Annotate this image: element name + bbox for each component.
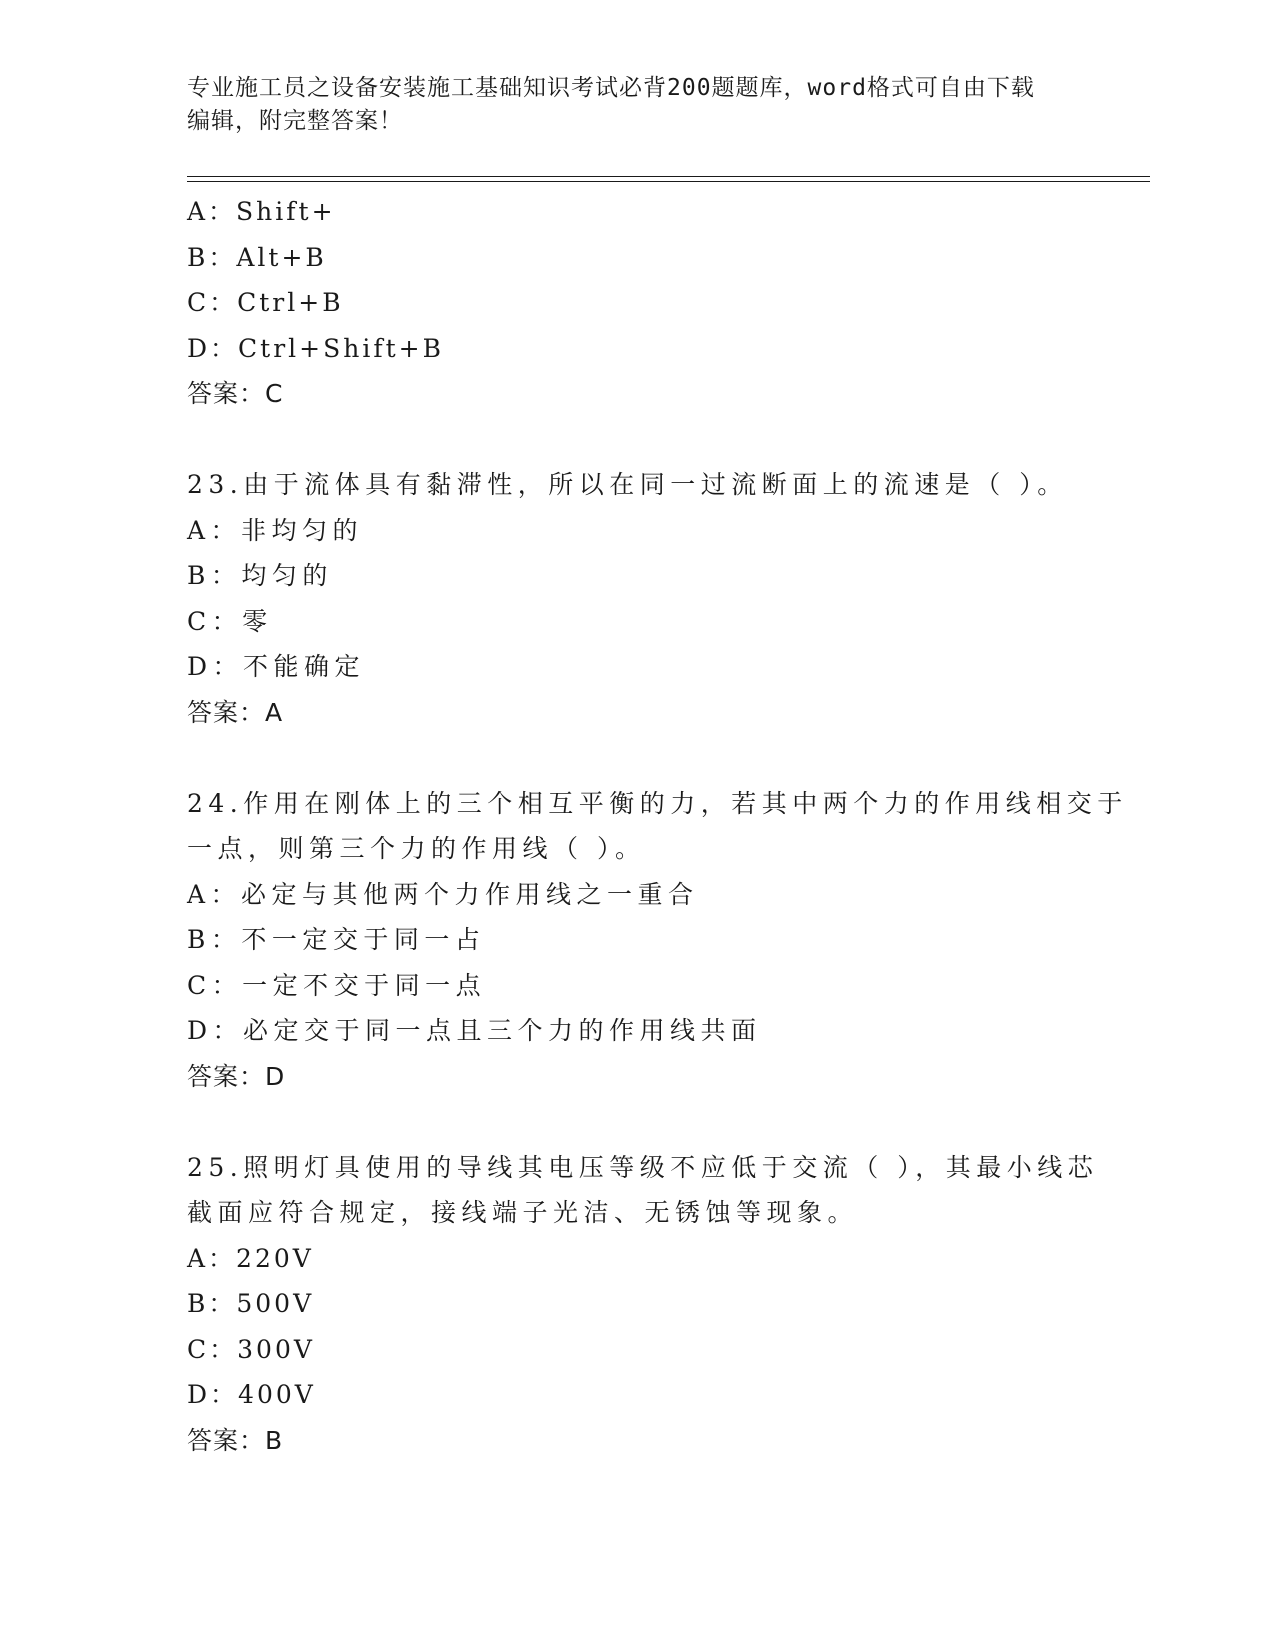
answer-line: 答案：B [187, 1425, 284, 1455]
question-text-cont: 截面应符合规定，接线端子光洁、无锈蚀等现象。 [187, 1198, 859, 1227]
title-line-2: 编辑，附完整答案！ [187, 108, 403, 134]
title-line-1: 专业施工员之设备安装施工基础知识考试必背200题题库，word格式可自由下载 [187, 75, 1035, 101]
option-b: B：不一定交于同一占 [187, 925, 486, 954]
spacer [187, 1099, 1087, 1145]
question-text: 25.照明灯具使用的导线其电压等级不应低于交流（ ），其最小线芯 [187, 1152, 1099, 1182]
question-24 [187, 781, 1128, 1100]
option-d: D：400V [187, 1380, 316, 1409]
option-c: C：零 [187, 606, 273, 636]
option-c: C：Ctrl+B [187, 288, 344, 317]
question-list [187, 189, 1128, 1463]
question-23 [187, 462, 1087, 735]
title-divider-top [187, 176, 1150, 177]
option-b: B：均匀的 [187, 561, 333, 590]
question-text: 24.作用在刚体上的三个相互平衡的力，若其中两个力的作用线相交于 [187, 788, 1128, 818]
answer-line: 答案：A [187, 697, 284, 727]
option-a: A：220V [187, 1243, 314, 1273]
option-d: D：必定交于同一点且三个力的作用线共面 [187, 1016, 762, 1045]
option-b: B：Alt+B [187, 242, 327, 272]
option-a: A：Shift+ [187, 197, 336, 226]
option-a: A：非均匀的 [187, 515, 364, 545]
option-d: D：不能确定 [187, 652, 366, 681]
option-a: A：必定与其他两个力作用线之一重合 [187, 879, 699, 909]
option-c: C：300V [187, 1334, 315, 1364]
spacer [187, 417, 1087, 463]
answer-line: 答案：C [187, 379, 284, 408]
title-divider-bottom [187, 181, 1150, 182]
question-text-cont: 一点，则第三个力的作用线（ ）。 [187, 834, 646, 863]
option-b: B：500V [187, 1289, 315, 1318]
option-c: C：一定不交于同一点 [187, 970, 487, 1000]
question-22 [187, 189, 1087, 417]
document-title [187, 72, 1067, 138]
question-25 [187, 1145, 1099, 1464]
question-text: 23.由于流体具有黏滞性，所以在同一过流断面上的流速是（ ）。 [187, 470, 1068, 499]
answer-line: 答案：D [187, 1061, 286, 1091]
spacer [187, 735, 1087, 781]
option-d: D：Ctrl+Shift+B [187, 333, 444, 363]
